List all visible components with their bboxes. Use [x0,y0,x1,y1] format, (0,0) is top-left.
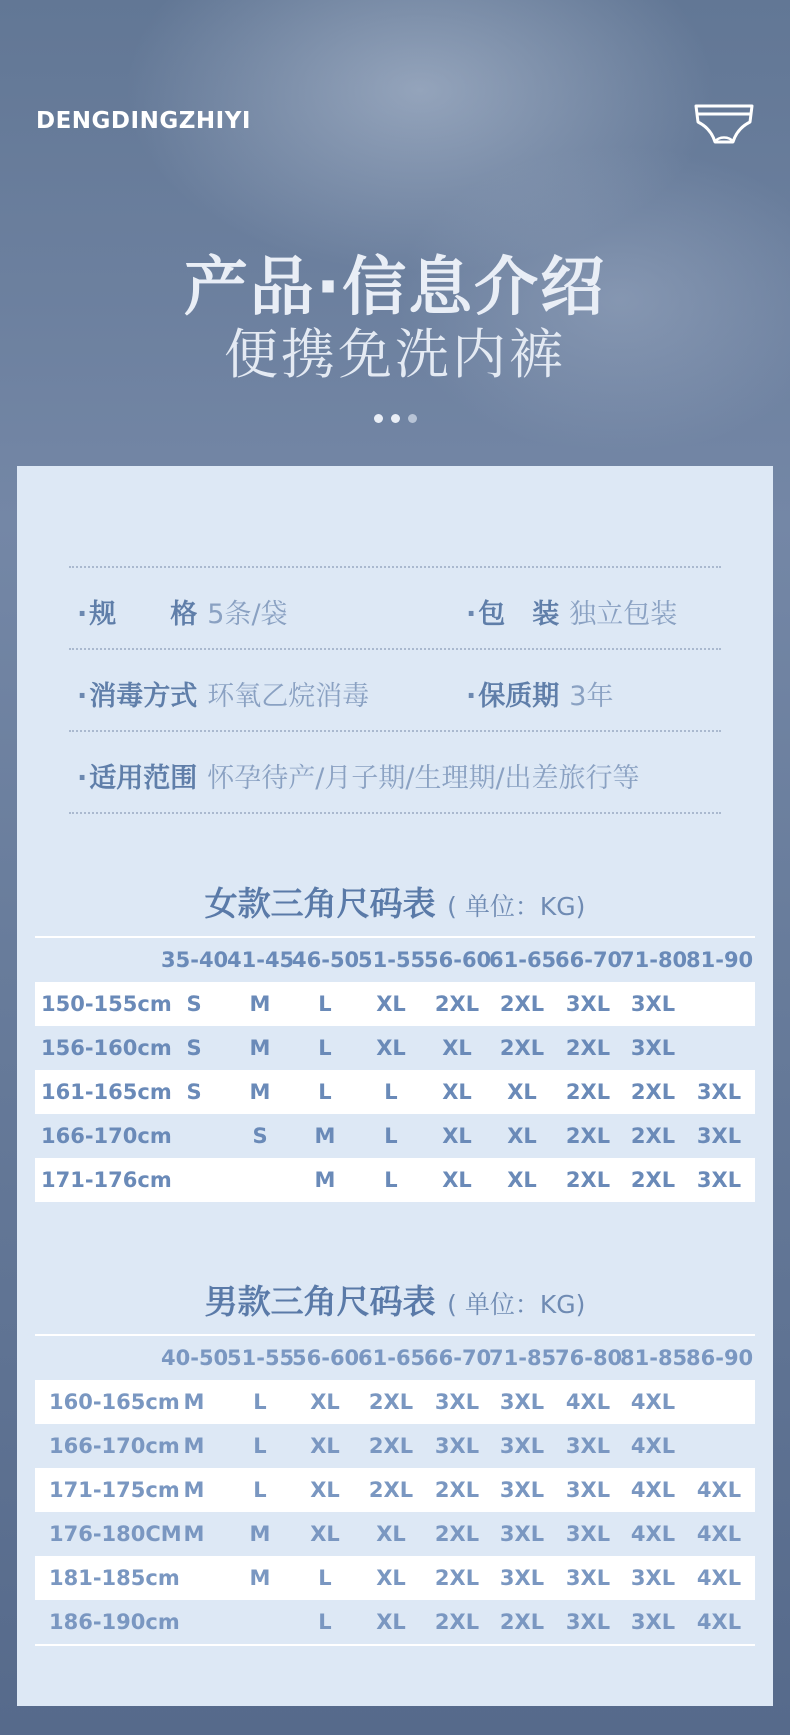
size-cell: L [318,992,332,1016]
size-cell: 3XL [434,1434,480,1458]
table-row [35,1556,755,1600]
page-subtitle: 便携免洗内裤 [224,323,566,386]
size-cell: L [384,1168,398,1192]
size-cell: M [249,992,271,1016]
size-cell: 4XL [630,1390,676,1414]
column-header: 71-85 [489,1346,557,1370]
column-header: 81-85 [620,1346,688,1370]
table-row [35,1512,755,1556]
table-row [35,1600,755,1644]
carousel-dot[interactable] [408,414,417,423]
size-cell: 3XL [696,1080,742,1104]
size-cell [161,1158,227,1202]
women-size-table-title: 女款三角尺码表 ( 单位：KG) [204,884,586,923]
spec-row [69,732,721,814]
size-cell: 3XL [696,1168,742,1192]
size-cell: S [186,1080,202,1104]
column-header: 51-55 [358,948,426,972]
size-cell: L [318,1610,332,1634]
table-row [35,1424,755,1468]
spec-item: ·适用范围 怀孕待产/月子期/生理期/出差旅行等 [77,763,640,794]
size-cell: 2XL [630,1124,676,1148]
men-size-table-title: 男款三角尺码表 ( 单位：KG) [204,1282,586,1321]
table-row [35,982,755,1026]
size-cell: XL [376,1566,406,1590]
column-header: 35-40 [161,948,229,972]
size-cell: 2XL [368,1390,414,1414]
row-height-label: 176-180CM [49,1522,182,1546]
men-size-table [35,1334,755,1646]
underwear-icon [692,100,756,148]
row-height-label: 160-165cm [49,1390,180,1414]
women-size-table [35,936,755,1202]
column-header: 76-80 [555,1346,623,1370]
size-cell: XL [507,1080,537,1104]
column-header: 71-80 [620,948,688,972]
size-cell: M [183,1434,205,1458]
size-cell [227,1158,293,1202]
carousel-dot[interactable] [374,414,383,423]
column-header: 61-65 [358,1346,426,1370]
size-cell: 2XL [630,1080,676,1104]
spec-row [69,650,721,732]
size-cell: 4XL [565,1390,611,1414]
size-cell: L [318,1566,332,1590]
row-height-label: 161-165cm [41,1080,172,1104]
size-cell: XL [310,1478,340,1502]
carousel-dots [0,408,790,427]
column-header: 81-90 [686,948,754,972]
row-height-label: 166-170cm [49,1434,180,1458]
size-cell: L [318,1036,332,1060]
size-cell: 3XL [565,1434,611,1458]
size-cell: XL [376,1610,406,1634]
row-height-label: 186-190cm [49,1610,180,1634]
table-rule [35,1644,755,1646]
size-cell: XL [507,1124,537,1148]
column-header: 86-90 [686,1346,754,1370]
size-cell: 3XL [565,1478,611,1502]
size-cell: XL [442,1124,472,1148]
size-cell: 2XL [434,1566,480,1590]
table-row [35,1070,755,1114]
size-cell: 2XL [565,1080,611,1104]
table-row [35,1158,755,1202]
size-cell [686,1026,752,1070]
size-cell: 4XL [696,1610,742,1634]
info-card [17,466,773,1706]
size-cell: M [249,1522,271,1546]
size-cell: 2XL [499,1610,545,1634]
column-header: 56-60 [292,1346,360,1370]
size-cell: M [249,1566,271,1590]
row-height-label: 156-160cm [41,1036,172,1060]
table-row [35,1114,755,1158]
size-cell: 3XL [630,1036,676,1060]
size-cell: 3XL [499,1390,545,1414]
size-cell: 2XL [434,1610,480,1634]
size-cell [161,1600,227,1644]
size-cell: 2XL [565,1036,611,1060]
size-cell: 4XL [630,1522,676,1546]
size-cell: 3XL [565,1522,611,1546]
size-cell: M [249,1036,271,1060]
size-cell [161,1114,227,1158]
column-header: 66-70 [555,948,623,972]
carousel-dot[interactable] [391,414,400,423]
spec-list [69,566,721,814]
size-cell [686,982,752,1026]
size-cell [686,1380,752,1424]
size-cell: L [253,1478,267,1502]
spec-item: ·包 装 独立包装 [466,599,678,630]
spec-row [69,566,721,650]
size-cell: 2XL [499,992,545,1016]
size-cell: 2XL [630,1168,676,1192]
size-cell: 4XL [630,1478,676,1502]
spec-item: ·保质期 3年 [466,681,614,712]
size-cell: 3XL [630,992,676,1016]
size-cell: XL [376,1036,406,1060]
table-header-row [35,938,755,982]
size-cell: XL [507,1168,537,1192]
size-cell: 2XL [368,1434,414,1458]
size-cell: 3XL [630,1610,676,1634]
size-cell: 4XL [696,1478,742,1502]
row-height-label: 171-175cm [49,1478,180,1502]
size-cell: L [253,1390,267,1414]
size-cell [161,1556,227,1600]
size-cell: 2XL [368,1478,414,1502]
spec-item: ·规 格 5条/袋 [77,599,288,630]
size-cell: M [183,1478,205,1502]
size-cell: 3XL [499,1566,545,1590]
size-cell: S [186,1036,202,1060]
size-cell: XL [310,1390,340,1414]
table-row [35,1468,755,1512]
size-cell: 2XL [434,1522,480,1546]
size-cell: L [318,1080,332,1104]
column-header: 66-70 [424,1346,492,1370]
size-cell: 3XL [565,1566,611,1590]
size-cell: 2XL [565,1168,611,1192]
size-cell: XL [442,1168,472,1192]
size-cell: 4XL [630,1434,676,1458]
size-cell: 3XL [696,1124,742,1148]
size-cell: XL [310,1434,340,1458]
size-cell: L [384,1124,398,1148]
row-height-label: 166-170cm [41,1124,172,1148]
size-cell: 4XL [696,1566,742,1590]
size-cell: XL [376,1522,406,1546]
size-cell: XL [442,1080,472,1104]
size-cell: 2XL [565,1124,611,1148]
size-cell: 4XL [696,1522,742,1546]
size-cell: M [314,1124,336,1148]
row-height-label: 171-176cm [41,1168,172,1192]
column-header: 56-60 [424,948,492,972]
table-row [35,1380,755,1424]
size-cell: XL [310,1522,340,1546]
size-cell: 2XL [434,1478,480,1502]
size-cell: 3XL [565,1610,611,1634]
size-cell: 3XL [499,1434,545,1458]
table-row [35,1026,755,1070]
row-height-label: 181-185cm [49,1566,180,1590]
row-height-label: 150-155cm [41,992,172,1016]
size-cell: 2XL [499,1036,545,1060]
size-cell: M [249,1080,271,1104]
size-cell: 3XL [499,1522,545,1546]
size-cell: L [253,1434,267,1458]
size-cell: 3XL [499,1478,545,1502]
size-cell [686,1424,752,1468]
size-cell: L [384,1080,398,1104]
spec-item: ·消毒方式 环氧乙烷消毒 [77,681,370,712]
table-header-row [35,1336,755,1380]
size-cell: XL [376,992,406,1016]
size-cell: 2XL [434,992,480,1016]
column-header: 46-50 [292,948,360,972]
size-cell: M [314,1168,336,1192]
size-cell [227,1600,293,1644]
size-cell: M [183,1522,205,1546]
size-cell: 3XL [630,1566,676,1590]
column-header: 51-55 [227,1346,295,1370]
size-cell: XL [442,1036,472,1060]
size-cell: 3XL [434,1390,480,1414]
size-cell: S [252,1124,268,1148]
size-cell: S [186,992,202,1016]
column-header: 40-50 [161,1346,229,1370]
page-title: 产品·信息介绍 [183,251,607,325]
size-cell: M [183,1390,205,1414]
brand-logo: DENGDINGZHIYI [36,108,251,134]
column-header: 41-45 [227,948,295,972]
size-cell: 3XL [565,992,611,1016]
column-header: 61-65 [489,948,557,972]
